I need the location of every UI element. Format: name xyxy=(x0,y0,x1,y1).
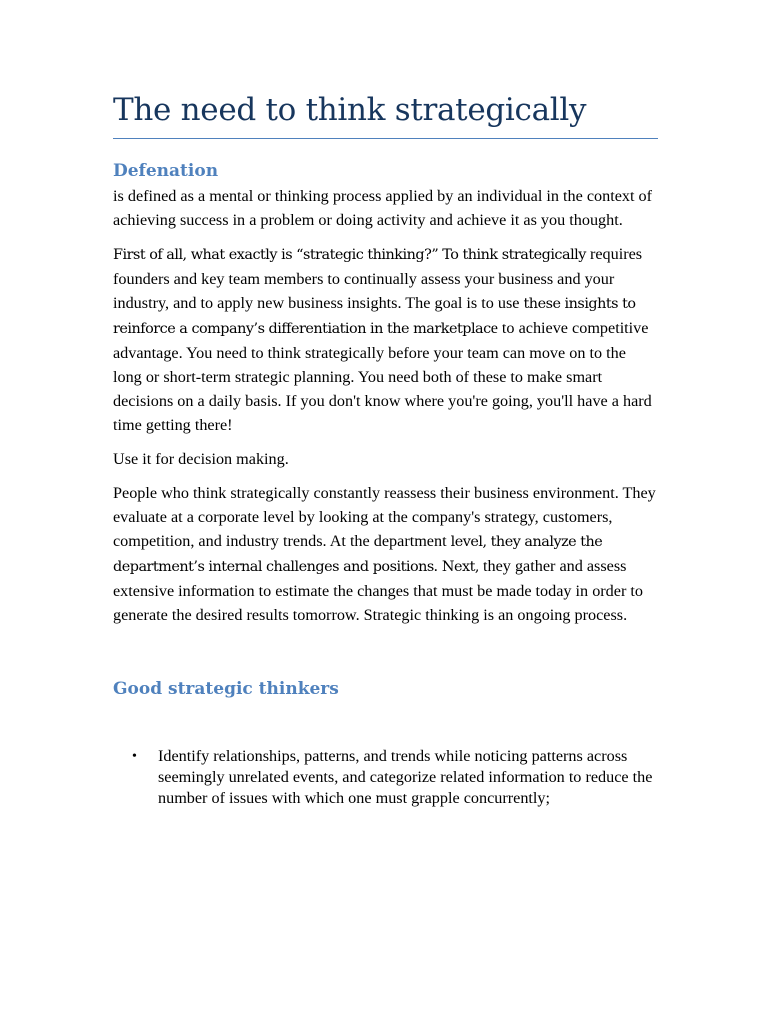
body-text: . xyxy=(433,557,442,575)
list-item xyxy=(113,746,658,809)
thinkers-bullet-list xyxy=(113,746,658,809)
document-title: The need to think strategically xyxy=(113,88,658,139)
section-heading-good-thinkers: Good strategic thinkers xyxy=(113,679,339,699)
body-text: they gather and assess extensive information to estimate the changes that must be made today in order to generate the desired results tomorrow. Strategic thinking is an ongoing process. xyxy=(113,557,643,624)
emphasis-text: these insights to reinforce a company’s differentiation in the marketplac xyxy=(113,296,636,337)
body-text: e to achieve competitive advantage. You need to think strategically before your team can move on to the long or short-term strategic planning. You need both of these to make smart decisions on a daily basis. If you don't know where you're going, you'll have a hard time getting there! xyxy=(113,319,652,434)
document-page xyxy=(113,88,658,809)
section-heading-definition: Defenation xyxy=(113,161,219,181)
body-text: People who think strategically constantly reassess their business environment. They evaluate at a corporate level by looking at the company's strategy, customers, competition, and industry trends. At the department xyxy=(113,484,656,550)
emphasis-text: First of all, what exactly is “strategic thinking?” To think strategically xyxy=(113,247,586,263)
bullet-icon: • xyxy=(132,749,137,764)
definition-paragraph: is defined as a mental or thinking process applied by an individual in the context of achieving success in a problem or doing activity and achieve it as you thought. xyxy=(113,187,653,229)
strategic-thinking-paragraph xyxy=(113,242,658,437)
strategic-people-paragraph xyxy=(113,481,658,627)
decision-making-paragraph: Use it for decision making. xyxy=(113,450,289,468)
body-text: requires founders and key team members to continually assess your business and your industry, and to apply new business insights. The goal is to use xyxy=(113,245,643,312)
emphasis-text: level, they analyze the department’s internal challenges and positions xyxy=(113,534,603,575)
list-item-text: Identify relationships, patterns, and trends while noticing patterns across seemingly unrelated events, and categorize related information to reduce the number of issues with which one must grapple concurrently; xyxy=(158,747,653,807)
emphasis-text: Next, xyxy=(441,559,479,575)
